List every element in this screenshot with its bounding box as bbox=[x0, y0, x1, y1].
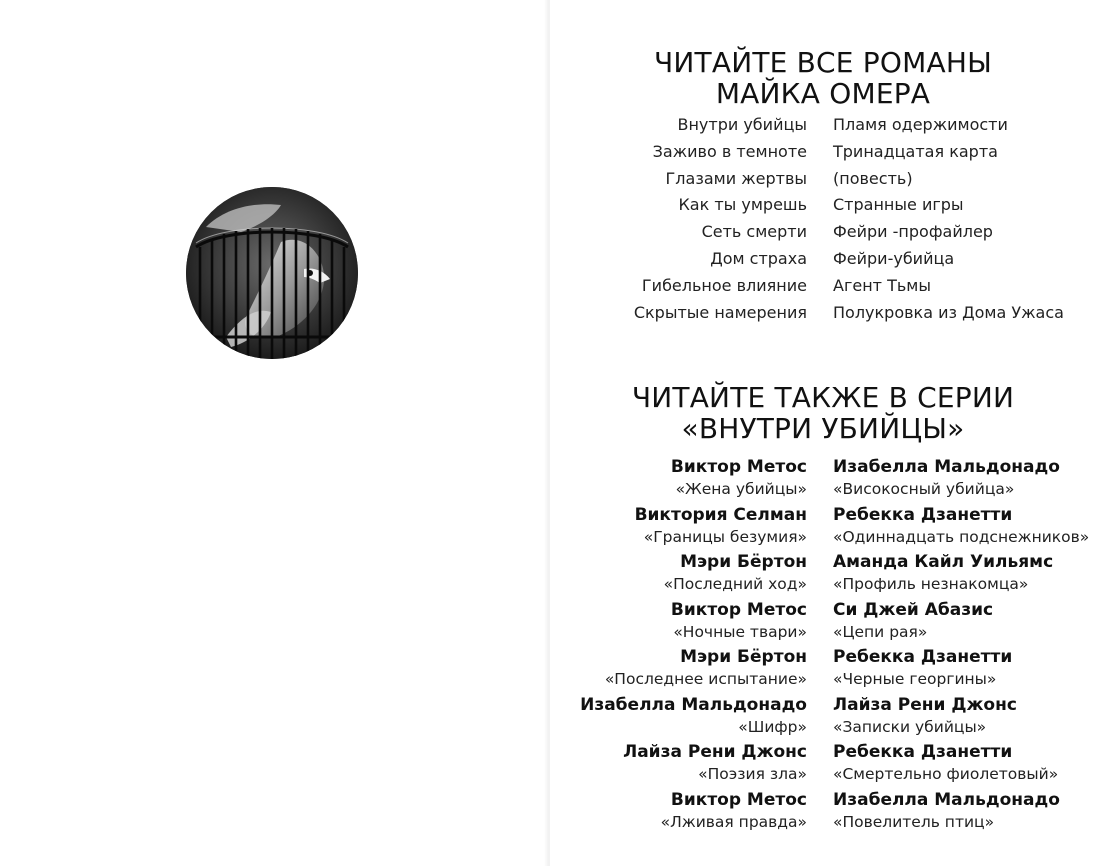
novel-title: Фейри-убийца bbox=[833, 248, 955, 268]
series-entry bbox=[833, 598, 1089, 646]
book-title: «Повелитель птиц» bbox=[833, 812, 995, 831]
author-name: Си Джей Абазис bbox=[833, 599, 994, 620]
series-entry bbox=[833, 740, 1089, 788]
series-heading bbox=[550, 382, 1096, 444]
author-name: Виктор Метос bbox=[670, 599, 807, 620]
novel-title: Полукровка из Дома Ужаса bbox=[833, 302, 1064, 322]
novels-list-left bbox=[634, 112, 807, 326]
book-title: «Жена убийцы» bbox=[675, 480, 807, 498]
book-title: «Границы безумия» bbox=[643, 527, 807, 546]
book-title: «Смертельно фиолетовый» bbox=[833, 765, 1059, 783]
series-entry bbox=[833, 788, 1089, 836]
novel-title: (повесть) bbox=[833, 168, 913, 188]
book-title: «Записки убийцы» bbox=[833, 717, 987, 736]
book-title: «Лживая правда» bbox=[660, 812, 807, 831]
series-list-right bbox=[833, 455, 1089, 835]
heading-line: ЧИТАЙТЕ ТАКЖЕ В СЕРИИ bbox=[631, 381, 1015, 414]
series-list-left bbox=[580, 455, 807, 835]
author-name: Виктор Метос bbox=[670, 789, 807, 810]
novel-title: Заживо в темноте bbox=[652, 141, 807, 161]
heading-line: «ВНУТРИ УБИЙЦЫ» bbox=[681, 412, 965, 445]
author-name: Аманда Кайл Уильямс bbox=[833, 552, 1054, 572]
heading-line: ЧИТАЙТЕ ВСЕ РОМАНЫ bbox=[654, 46, 992, 79]
book-title: «Високосный убийца» bbox=[833, 480, 1015, 498]
all-novels-heading bbox=[550, 47, 1096, 109]
series-entry bbox=[580, 693, 807, 741]
book-title: «Ночные твари» bbox=[673, 622, 807, 641]
book-title: «Поэзия зла» bbox=[698, 765, 807, 783]
series-entry bbox=[580, 503, 807, 551]
series-entry bbox=[580, 550, 807, 598]
novel-title: Внутри убийцы bbox=[677, 115, 807, 134]
author-name: Изабелла Мальдонадо bbox=[833, 789, 1060, 810]
novel-title: Пламя одержимости bbox=[833, 115, 1008, 134]
series-entry bbox=[833, 693, 1089, 741]
author-name: Ребекка Дзанетти bbox=[833, 647, 1013, 667]
author-name: Виктория Селман bbox=[634, 504, 807, 525]
series-entry bbox=[833, 550, 1089, 598]
author-name: Мэри Бёртон bbox=[680, 647, 807, 667]
novels-list-right bbox=[833, 112, 1064, 326]
book-title: «Черные георгины» bbox=[833, 670, 997, 688]
book-title: «Последний ход» bbox=[663, 575, 807, 593]
author-name: Лайза Рени Джонс bbox=[833, 694, 1017, 715]
author-name: Виктор Метос bbox=[670, 457, 807, 477]
book-title: «Шифр» bbox=[738, 717, 807, 736]
book-title: «Цепи рая» bbox=[833, 622, 928, 641]
novel-title: Тринадцатая карта bbox=[833, 141, 998, 161]
novel-title: Дом страха bbox=[710, 248, 807, 268]
book-title: «Одиннадцать подснежников» bbox=[833, 527, 1090, 546]
novel-title: Странные игры bbox=[833, 195, 964, 215]
novel-title: Фейри -профайлер bbox=[833, 222, 993, 242]
author-name: Изабелла Мальдонадо bbox=[833, 457, 1060, 477]
novel-title: Агент Тьмы bbox=[833, 275, 931, 295]
series-entry bbox=[580, 455, 807, 503]
novel-title: Скрытые намерения bbox=[633, 302, 807, 322]
book-title: «Последнее испытание» bbox=[604, 670, 807, 688]
left-page bbox=[0, 0, 547, 866]
series-entry bbox=[833, 503, 1089, 551]
series-entry bbox=[580, 788, 807, 836]
author-name: Изабелла Мальдонадо bbox=[580, 694, 807, 715]
author-name: Ребекка Дзанетти bbox=[833, 742, 1013, 762]
series-entry bbox=[580, 645, 807, 693]
caged-bird-emblem bbox=[186, 187, 358, 359]
series-entry bbox=[833, 455, 1089, 503]
heading-line: МАЙКА ОМЕРА bbox=[715, 77, 931, 110]
bird-cage-icon bbox=[186, 187, 358, 359]
series-entry bbox=[580, 598, 807, 646]
series-entry bbox=[833, 645, 1089, 693]
author-name: Мэри Бёртон bbox=[680, 552, 807, 572]
series-entry bbox=[580, 740, 807, 788]
novel-title: Глазами жертвы bbox=[665, 168, 807, 188]
author-name: Ребекка Дзанетти bbox=[833, 504, 1013, 525]
novel-title: Сеть смерти bbox=[701, 222, 807, 242]
book-title: «Профиль незнакомца» bbox=[833, 575, 1029, 593]
novel-title: Гибельное влияние bbox=[641, 275, 807, 295]
novel-title: Как ты умрешь bbox=[678, 195, 807, 215]
author-name: Лайза Рени Джонс bbox=[623, 742, 807, 762]
